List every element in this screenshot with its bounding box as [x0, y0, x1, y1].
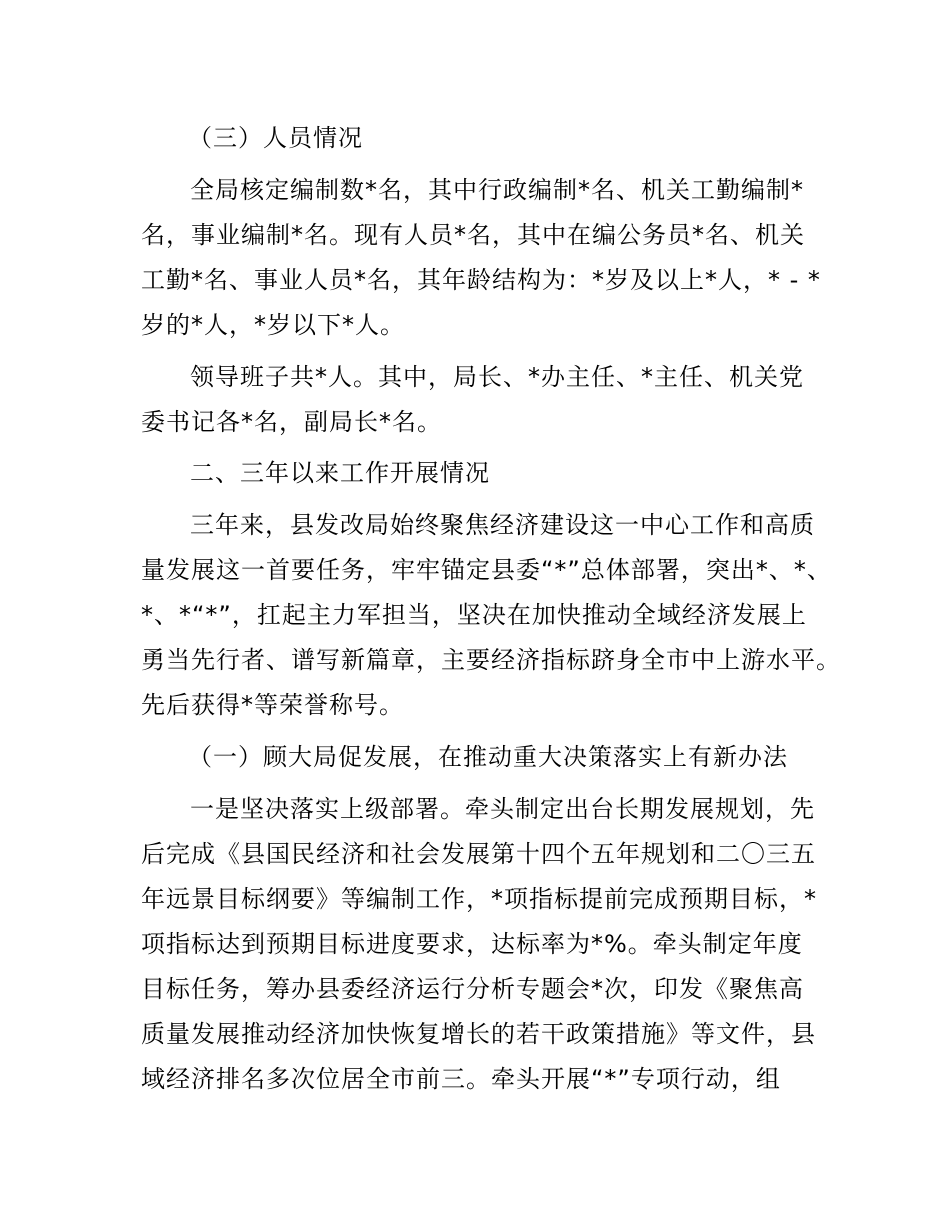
paragraph-line: 全局核定编制数*名，其中行政编制*名、机关工勤编制*	[190, 176, 804, 204]
section-heading-work: 二、三年以来工作开展情况	[190, 459, 490, 487]
paragraph-line: 勇当先行者、谱写新篇章，主要经济指标跻身全市中上游水平。	[141, 646, 841, 674]
paragraph-line: 目标任务，筹办县委经济运行分析专题会*次，印发《聚焦高	[141, 975, 804, 1003]
paragraph-line: 岁的*人，*岁以下*人。	[141, 311, 405, 339]
paragraph-line: 域经济排名多次位居全市前三。牵头开展“*”专项行动，组	[141, 1065, 781, 1093]
paragraph-line: 工勤*名、事业人员*名，其年龄结构为：*岁及以上*人，* - *	[141, 266, 821, 294]
paragraph-line: 领导班子共*人。其中，局长、*办主任、*主任、机关党	[190, 363, 804, 391]
paragraph-line: 名，事业编制*名。现有人员*名，其中在编公务员*名、机关	[141, 221, 805, 249]
section-heading-personnel: （三）人员情况	[188, 124, 363, 152]
paragraph-line: 年远景目标纲要》等编制工作，*项指标提前完成预期目标，*	[141, 885, 817, 913]
paragraph-line: *、*“*”，扛起主力军担当，坚决在加快推动全域经济发展上	[141, 601, 807, 629]
paragraph-line: 项指标达到预期目标进度要求，达标率为*%。牵头制定年度	[141, 930, 803, 958]
paragraph-line: 后完成《县国民经济和社会发展第十四个五年规划和二〇三五	[141, 840, 816, 868]
paragraph-line: 委书记各*名，副局长*名。	[141, 408, 442, 436]
paragraph-line: 量发展这一首要任务，牢牢锚定县委“*”总体部署，突出*、*、	[141, 556, 832, 584]
paragraph-line: 质量发展推动经济加快恢复增长的若干政策措施》等文件，县	[141, 1020, 816, 1048]
section-heading-subsection-1: （一）顾大局促发展，在推动重大决策落实上有新办法	[188, 743, 788, 771]
paragraph-line: 先后获得*等荣誉称号。	[141, 691, 404, 719]
paragraph-line: 一是坚决落实上级部署。牵头制定出台长期发展规划，先	[190, 795, 815, 823]
paragraph-line: 三年来，县发改局始终聚焦经济建设这一中心工作和高质	[190, 511, 815, 539]
